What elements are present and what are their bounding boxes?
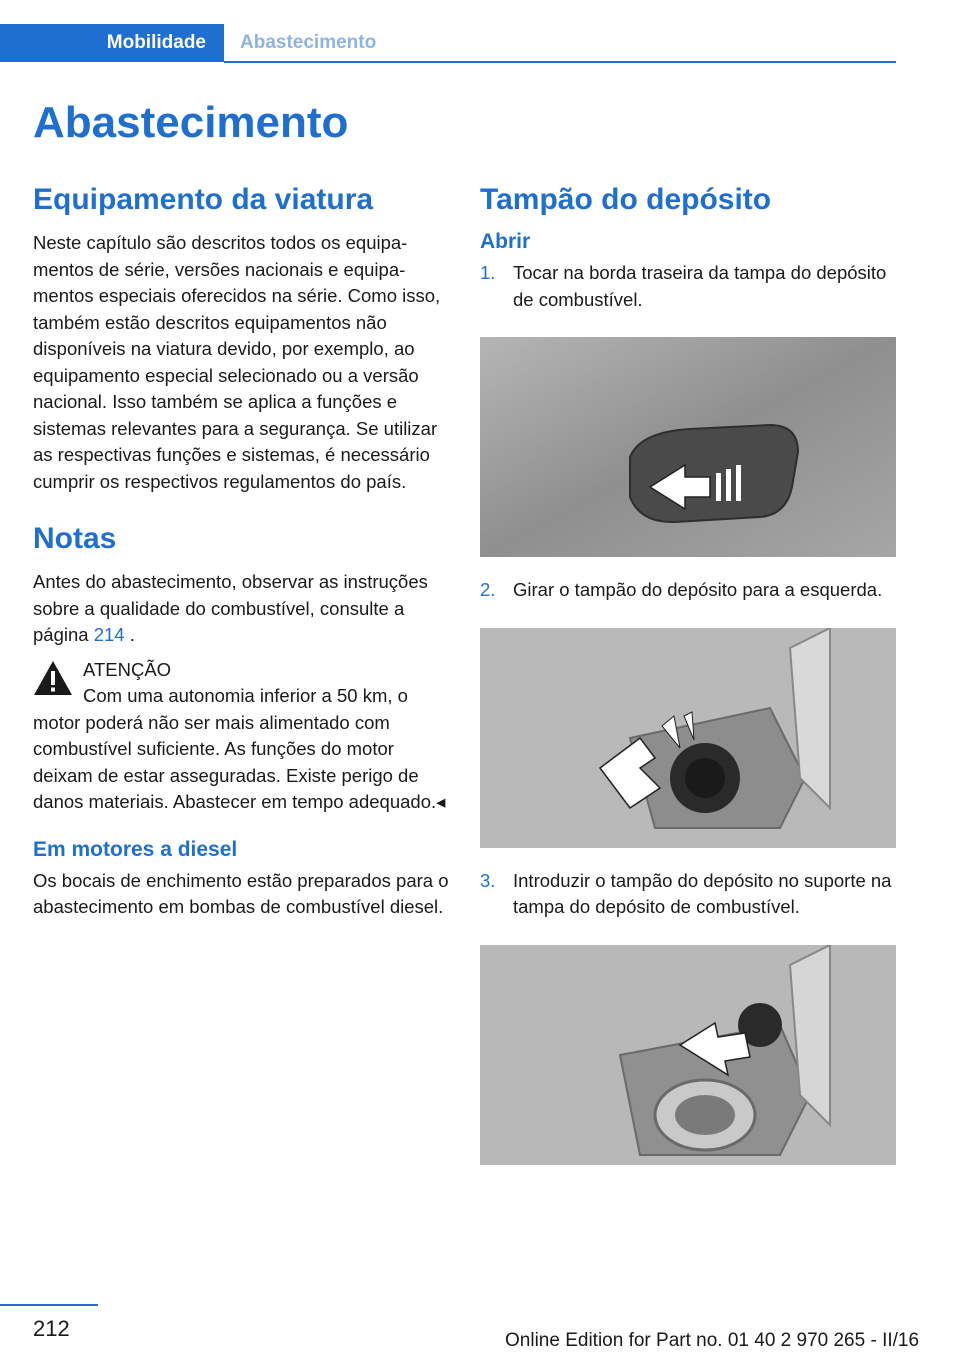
warning-body: motor poderá não ser mais alimentado com combustível suficiente. As funções do motor deixam de estar asseguradas. Existe perigo de danos materiais. Abastecer em tempo adequado.◂ <box>33 711 446 812</box>
step-3 <box>480 868 896 921</box>
warning-box <box>33 657 449 816</box>
page-link[interactable]: 214 <box>93 624 125 645</box>
notas-text: Antes do abastecimento, observar as instruções sobre a qualidade do combustível, consulte a página <box>33 571 428 645</box>
steps-list <box>480 260 896 313</box>
step-2 <box>480 577 896 604</box>
steps-list <box>480 577 896 604</box>
step-text: Girar o tampão do depósito para a esquerda. <box>513 579 883 600</box>
fuel-cap-turn-photo <box>480 628 896 848</box>
header-divider <box>224 61 896 63</box>
step-1 <box>480 260 896 313</box>
warning-title: ATENÇÃO <box>83 658 172 680</box>
footer-divider <box>0 1304 98 1306</box>
step-number: 2. <box>480 579 496 600</box>
subheading-abrir: Abrir <box>480 230 531 253</box>
warning-triangle-icon <box>33 660 73 696</box>
section-body-equipamento: Neste capítulo são descritos todos os equipamentos de série, versões nacionais e equipamentos especiais oferecidos na série. Como isso, também estão descritos equipamentos não disponíveis na viatura devido, por exemplo, ao equipamento especial selecionado ou a versão nacional. Isso também se aplica a funções e sistemas relevantes para a segurança. Se utilizar as respectivas funções e sistemas, é necessário cumprir os respectivos regulamentos do país. <box>33 232 441 492</box>
tab-abastecimento[interactable]: Abastecimento <box>240 32 377 53</box>
notas-text-end: . <box>124 624 135 645</box>
section-heading-diesel: Em motores a diesel <box>33 837 238 861</box>
section-heading-equipamento: Equipamento da viatura <box>33 183 374 216</box>
section-heading-tampao: Tampão do depósito <box>480 183 772 216</box>
step-number: 1. <box>480 262 496 283</box>
section-body-diesel: Os bocais de enchimento estão preparados para o abastecimento em bombas de combustível diesel. <box>33 869 449 917</box>
tab-mobilidade[interactable]: Mobilidade <box>0 24 224 62</box>
step-text: Tocar na borda traseira da tampa do depósito de combustível. <box>513 262 887 310</box>
step-text: Introduzir o tampão do depósito no suporte na tampa do depósito de combustível. <box>513 869 892 917</box>
right-column <box>480 180 896 1165</box>
edition-text: Online Edition for Part no. 01 40 2 970 265 - II/16 <box>505 1330 920 1351</box>
page-number: 212 <box>33 1316 70 1341</box>
fuel-cap-holder-photo <box>480 945 896 1165</box>
step-number: 3. <box>480 869 496 891</box>
steps-list <box>480 868 896 921</box>
page-title: Abastecimento <box>33 98 349 147</box>
left-column <box>33 180 449 921</box>
section-body-notas <box>33 569 449 649</box>
section-heading-notas: Notas <box>33 522 117 555</box>
fuel-flap-photo <box>480 337 896 557</box>
warning-first-line: Com uma autonomia inferior a 50 km, o <box>83 685 408 706</box>
